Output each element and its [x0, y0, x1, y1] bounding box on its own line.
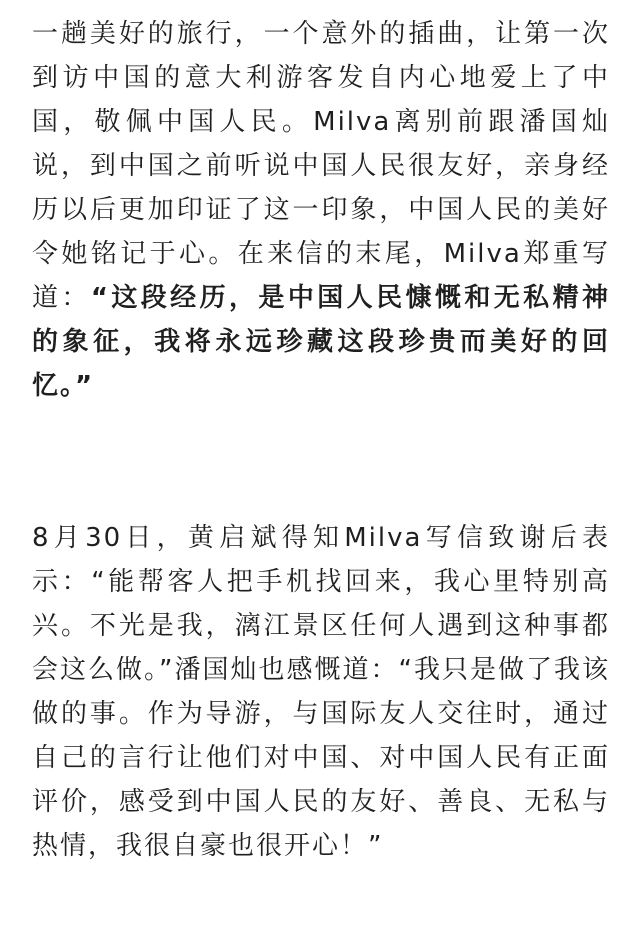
- bold-quote: “这段经历，是中国人民慷慨和无私精神的象征，我将永远珍藏这段珍贵而美好的回忆。”: [32, 283, 610, 401]
- article-paragraph: [32, 0, 610, 408]
- paragraph-text: 8月30日，黄启斌得知Milva写信致谢后表示：“能帮客人把手机找回来，我心里特别高兴。不光是我，漓江景区任何人遇到这种事都会这么做。”潘国灿也感慨道：“我只是做了我该做的事。作为导游，与国际友人交往时，通过自己的言行让他们对中国、对中国人民有正面评价，感受到中国人民的友好、善良、无私与热情，我很自豪也很开心！”: [32, 523, 610, 861]
- article-paragraph: [32, 516, 610, 868]
- paragraph-text: 一趟美好的旅行，一个意外的插曲，让第一次到访中国的意大利游客发自内心地爱上了中国，敬佩中国人民。Milva离别前跟潘国灿说，到中国之前听说中国人民很友好，亲身经历以后更加印证了这一印象，中国人民的美好令她铭记于心。在来信的末尾，Milva郑重写道：: [32, 19, 610, 313]
- article-body: [32, 0, 610, 868]
